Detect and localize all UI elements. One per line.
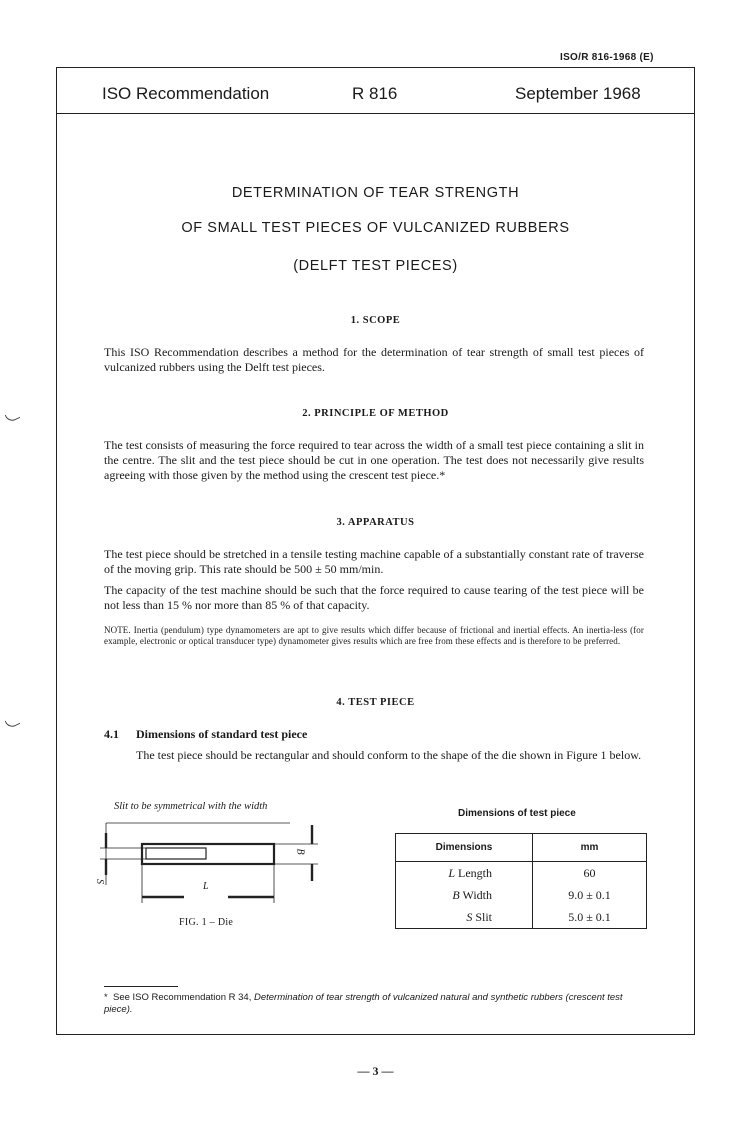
header-divider [56,113,695,114]
figure-label-S: S [94,879,105,884]
section-heading-principle: 2. PRINCIPLE OF METHOD [302,408,449,419]
footnote-citation: Determination of tear strength of vulcanized natural and synthetic rubbers (crescent test piece). [104,992,623,1015]
section-heading-scope: 1. SCOPE [350,315,401,326]
figure-top-label: Slit to be symmetrical with the width [114,801,268,812]
header-recommendation-number: R 816 [352,84,398,103]
symbol: B [452,887,460,902]
table-cell-value: 9.0 ± 0.1 [533,884,647,906]
title-line-2: OF SMALL TEST PIECES OF VULCANIZED RUBBERS [181,220,570,236]
table-header-mm: mm [533,834,647,862]
table-cell-value: 60 [533,862,647,885]
dimensions-table [395,833,647,929]
figure-die-drawing [96,815,336,915]
title-line-1: DETERMINATION OF TEAR STRENGTH [231,185,520,201]
symbol: L [448,865,455,880]
figure-label-L: L [203,881,209,892]
footnote-marker: * [104,992,108,1003]
subsection-title: Dimensions of standard test piece [136,727,308,741]
table-row [396,884,647,906]
table-cell-dimension [396,862,533,885]
footnote [104,992,649,1016]
symbol: S [466,909,473,924]
principle-text: The test consists of measuring the force required to tear across the width of a small test piece containing a slit in the centre. The slit and the test piece should be cut in one operation. The test does not necessarily give results agreeing with those given by the method using the crescent test piece.* [104,438,644,482]
title-line-3: (DELFT TEST PIECES) [293,258,458,274]
dimension-name: Length [458,865,492,880]
apparatus-text-2: The capacity of the test machine should be such that the force required to cause tearing of the test piece will be not less than 15 % nor more than 85 % of that capacity. [104,583,644,612]
table-title: Dimensions of test piece [458,808,576,819]
margin-mark [5,410,21,424]
table-header-dimensions: Dimensions [396,834,533,862]
figure-label-B: B [294,848,306,855]
table-cell-dimension [396,884,533,906]
apparatus-text-1: The test piece should be stretched in a tensile testing machine capable of a substantially constant rate of traverse of the moving grip. This rate should be 500 ± 50 mm/min. [104,547,644,576]
table-row [396,862,647,885]
subsection-heading [104,727,307,742]
subsection-number: 4.1 [104,727,119,741]
document-code: ISO/R 816-1968 (E) [560,52,654,63]
table-cell-dimension [396,906,533,929]
page-number: — 3 — [357,1064,394,1078]
margin-mark [5,716,21,730]
footnote-rule [104,986,178,987]
dimension-name: Width [462,887,492,902]
header-date: September 1968 [515,84,641,103]
footnote-prefix: See ISO Recommendation R 34, [112,992,252,1003]
section-heading-test-piece: 4. TEST PIECE [336,697,415,708]
table-header-row [396,834,647,862]
scope-text: This ISO Recommendation describes a method for the determination of tear strength of small test pieces of vulcanized rubbers using the Delft test pieces. [104,345,644,374]
section-heading-apparatus: 3. APPARATUS [336,517,415,528]
figure-caption: FIG. 1 – Die [179,917,234,928]
test-piece-text: The test piece should be rectangular and should conform to the shape of the die shown in Figure 1 below. [136,748,642,762]
dimension-name: Slit [475,909,492,924]
header-publication: ISO Recommendation [102,84,270,103]
apparatus-note: NOTE. Inertia (pendulum) type dynamometers are apt to give results which differ because of frictional and inertial effects. An inertia-less (for example, electronic or optical transducer type) dynamometer gives results which are free from these effects and is therefore to be preferred. [104,625,644,646]
table-cell-value: 5.0 ± 0.1 [533,906,647,929]
table-row [396,906,647,929]
